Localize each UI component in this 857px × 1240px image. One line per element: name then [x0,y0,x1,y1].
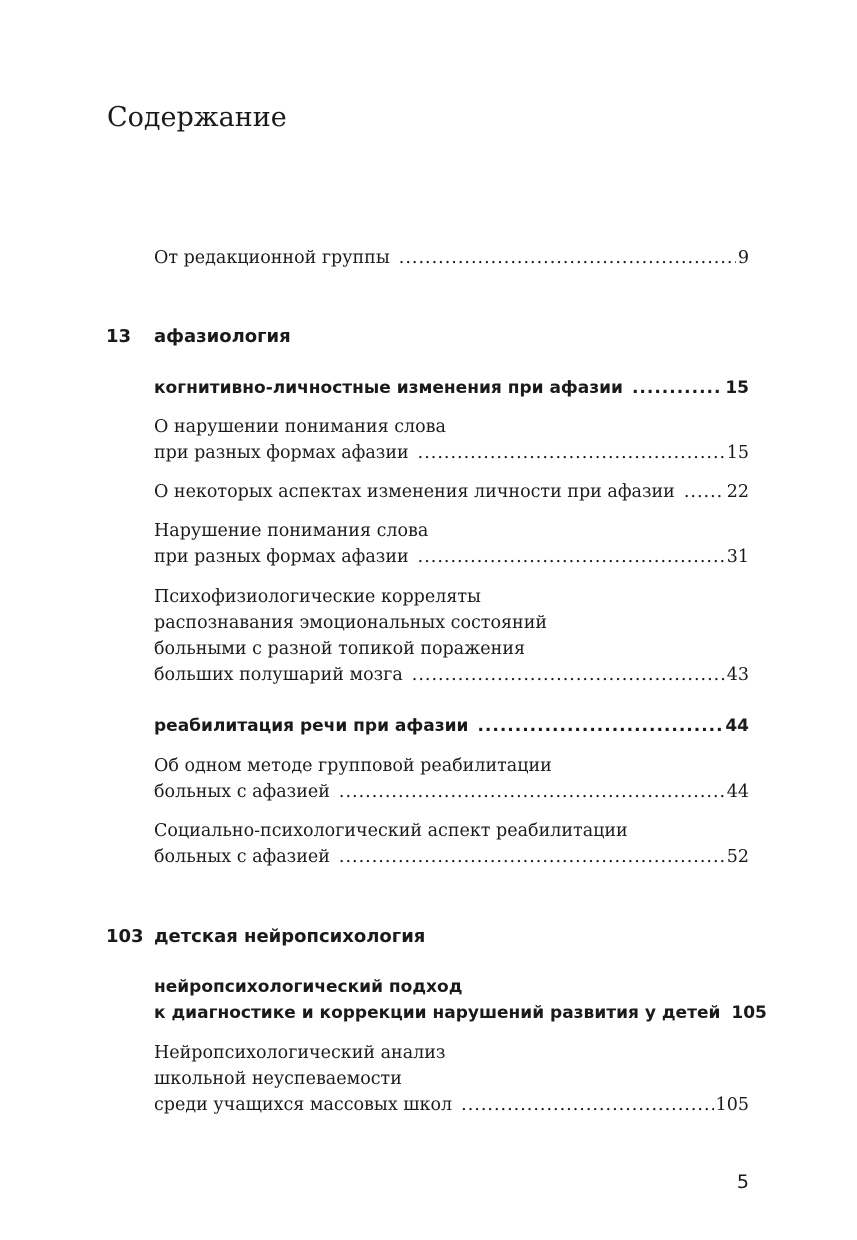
dot-leader [418,443,725,463]
dot-leader [684,482,725,502]
dot-leader [632,378,723,398]
entry-page: 52 [726,847,749,867]
entry-title: при разных формах афазии [154,443,409,463]
entry-line: О нарушении понимания слова [154,417,446,437]
dot-leader [339,847,725,867]
toc-entry [154,1095,749,1115]
dot-leader [461,1095,713,1115]
toc-entry [154,443,749,463]
entry-line: Об одном методе групповой реабилитации [154,756,552,776]
subsection-page: 105 [731,1003,767,1023]
subsection-title: когнитивно-личностные изменения при афазии [154,378,623,398]
subsection-title: к диагностике и коррекции нарушений развития у детей [154,1003,721,1023]
toc-entry [154,665,749,685]
entry-title: больших полушарий мозга [154,665,403,685]
entry-line: Нейропсихологический анализ [154,1043,446,1063]
entry-page: 44 [726,782,749,802]
entry-page: 105 [715,1095,749,1115]
entry-page: 22 [726,482,749,502]
subsection-heading [154,1003,767,1023]
toc-entry [154,847,749,867]
subsection-heading [154,716,749,736]
section-title: детская нейропсихология [154,926,426,947]
section-title: афазиология [154,326,291,347]
subsection-page: 15 [725,378,749,398]
subsection-title-line: нейропсихологический подход [154,977,463,997]
page-title: Содержание [107,102,287,133]
subsection-page: 44 [725,716,749,736]
dot-leader [418,547,725,567]
section-number: 103 [106,926,144,947]
toc-entry [154,482,749,502]
entry-line: Социально-психологический аспект реабилитации [154,821,628,841]
entry-page: 43 [726,665,749,685]
entry-title: больных с афазией [154,847,330,867]
dot-leader [412,665,725,685]
page-number: 5 [736,1171,749,1193]
subsection-title: реабилитация речи при афазии [154,716,469,736]
dot-leader [399,248,736,268]
entry-page: 9 [737,248,749,268]
dot-leader [339,782,725,802]
toc-entry-intro [154,248,749,268]
entry-line: Психофизиологические корреляты [154,587,481,607]
entry-title: От редакционной группы [154,248,390,268]
dot-leader [477,716,723,736]
subsection-heading [154,378,749,398]
entry-line: больными с разной топикой поражения [154,639,526,659]
toc-entry [154,547,749,567]
toc-entry [154,782,749,802]
section-number: 13 [106,326,132,347]
entry-title: среди учащихся массовых школ [154,1095,453,1115]
entry-page: 31 [726,547,749,567]
entry-line: школьной неуспеваемости [154,1069,402,1089]
entry-title: больных с афазией [154,782,330,802]
entry-title: при разных формах афазии [154,547,409,567]
entry-line: Нарушение понимания слова [154,521,429,541]
entry-line: распознавания эмоциональных состояний [154,613,548,633]
entry-page: 15 [726,443,749,463]
entry-title: О некоторых аспектах изменения личности при афазии [154,482,675,502]
